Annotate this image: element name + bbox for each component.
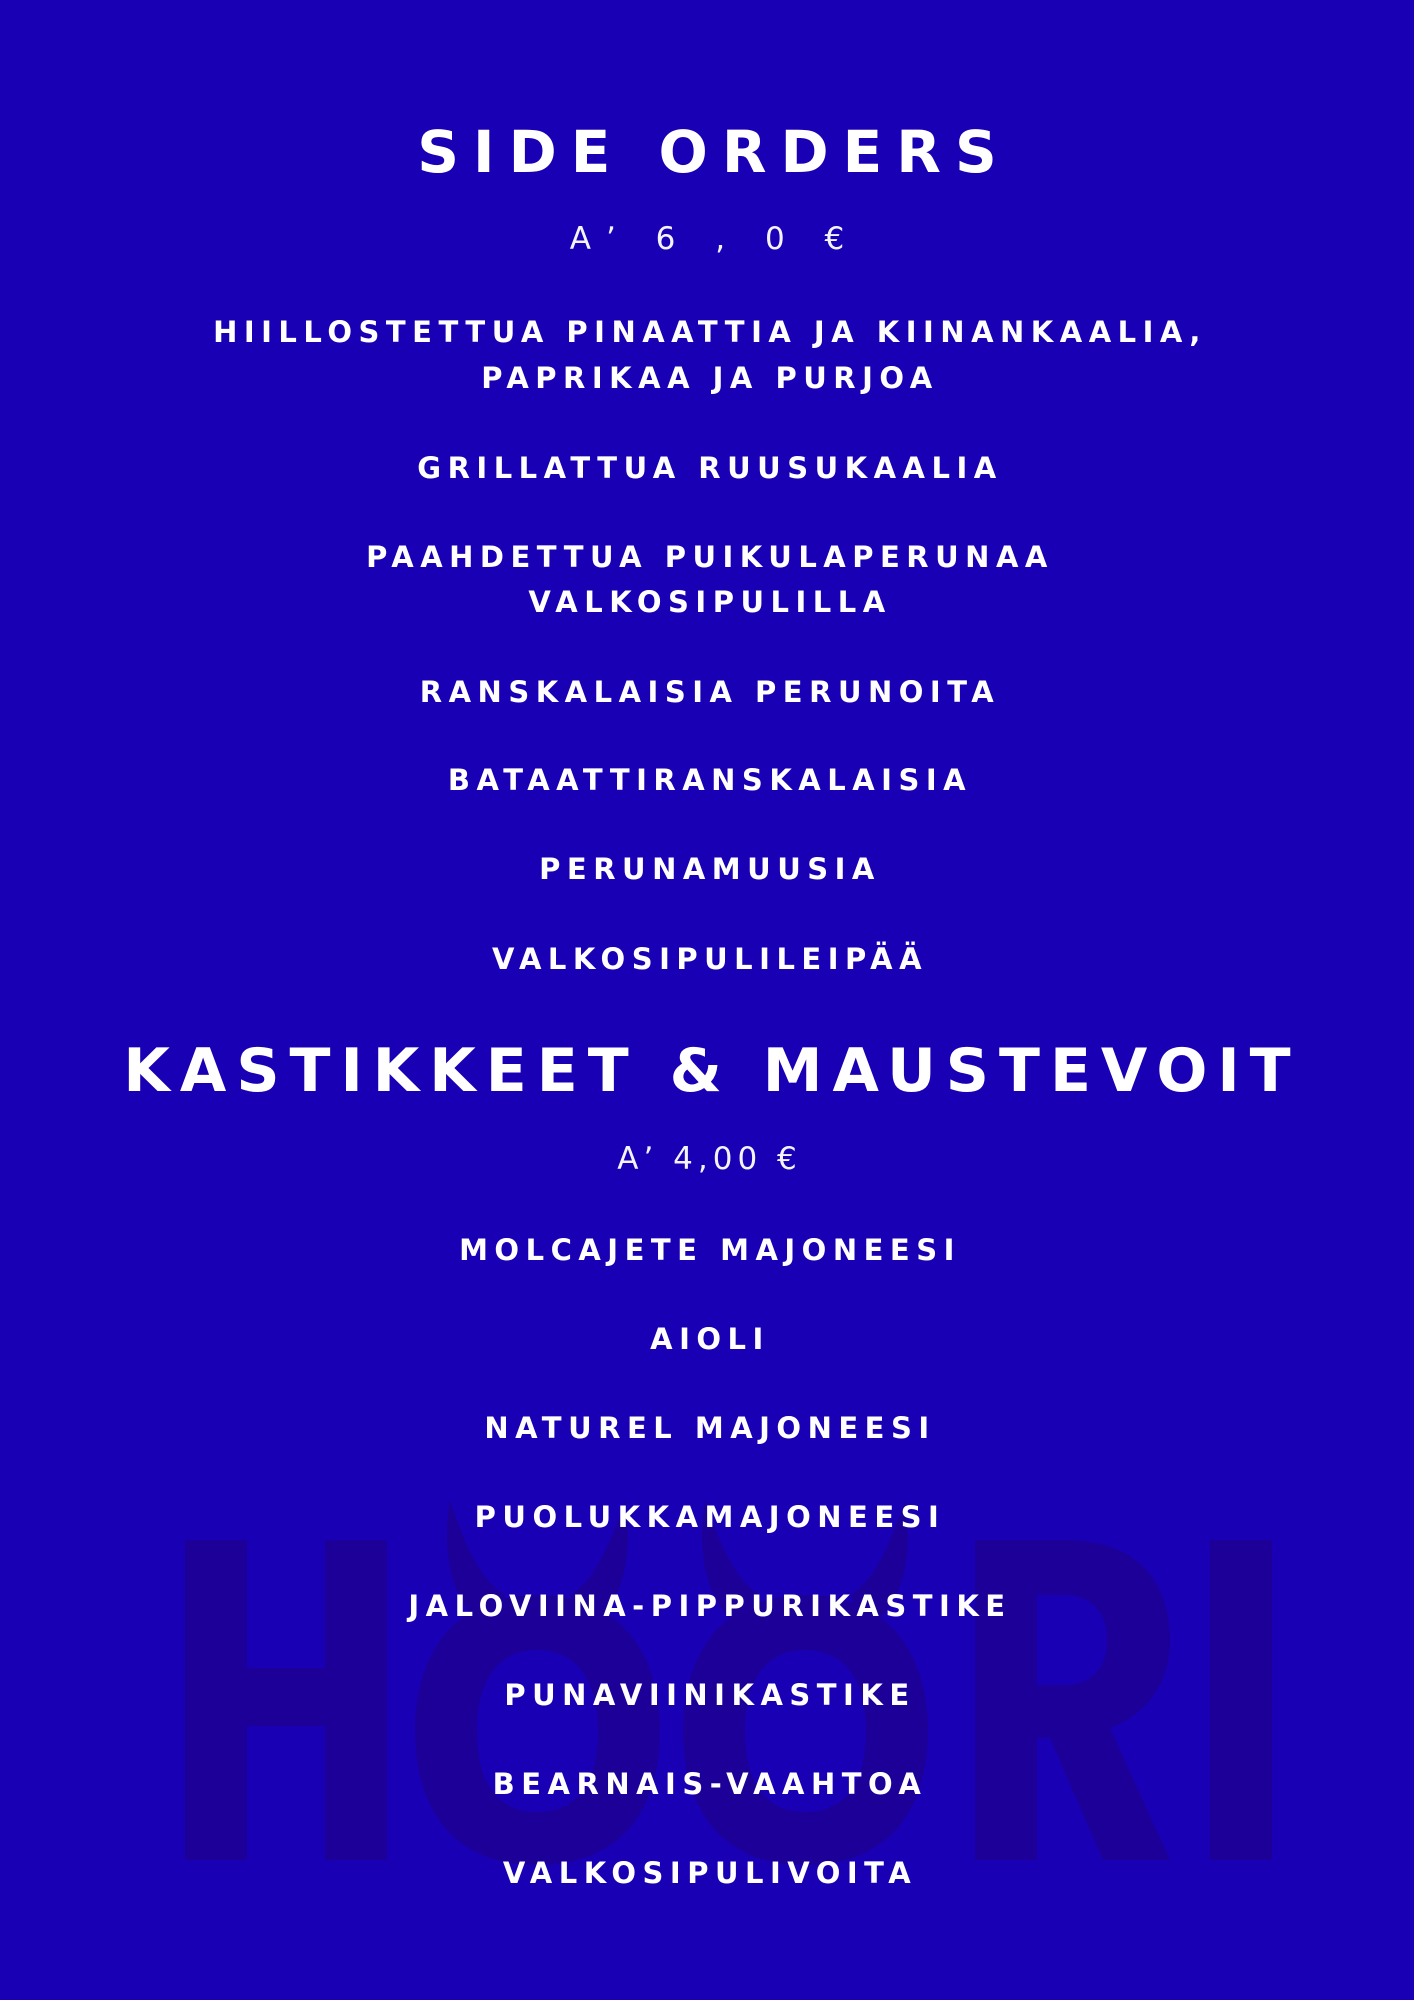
sauces-price: A’ 4,00 € (617, 1141, 802, 1177)
sauce-item: NATUREL MAJONEESI (484, 1411, 936, 1445)
side-order-item: HIILLOSTETTUA PINAATTIA JA KIINANKAALIA, (213, 315, 1207, 349)
sauce-item: JALOVIINA-PIPPURIKASTIKE (408, 1589, 1012, 1623)
side-order-item: RANSKALAISIA PERUNOITA (419, 675, 1001, 709)
side-order-item: GRILLATTUA RUUSUKAALIA (417, 451, 1003, 485)
sauce-item: BEARNAIS-VAAHTOA (492, 1767, 928, 1801)
sauce-item: AIOLI (650, 1322, 770, 1356)
side-order-item: VALKOSIPULILEIPÄÄ (491, 942, 929, 976)
sauces-title: KASTIKKEET & MAUSTEVOIT (123, 1036, 1301, 1106)
side-order-item: VALKOSIPULILLA (528, 585, 892, 619)
sauce-item: VALKOSIPULIVOITA (502, 1856, 918, 1890)
side-order-item: PAAHDETTUA PUIKULAPERUNAA (366, 540, 1054, 574)
sauce-item: MOLCAJETE MAJONEESI (459, 1233, 961, 1267)
sauce-item: PUOLUKKAMAJONEESI (474, 1500, 946, 1534)
side-order-item: BATAATTIRANSKALAISIA (447, 763, 973, 797)
side-orders-price: A’ 6 , 0 € (569, 221, 860, 257)
sauce-item: PUNAVIINIKASTIKE (504, 1678, 916, 1712)
side-orders-title: SIDE ORDERS (417, 118, 1011, 186)
side-order-item: PERUNAMUUSIA (539, 852, 881, 886)
side-order-item: PAPRIKAA JA PURJOA (481, 361, 939, 395)
